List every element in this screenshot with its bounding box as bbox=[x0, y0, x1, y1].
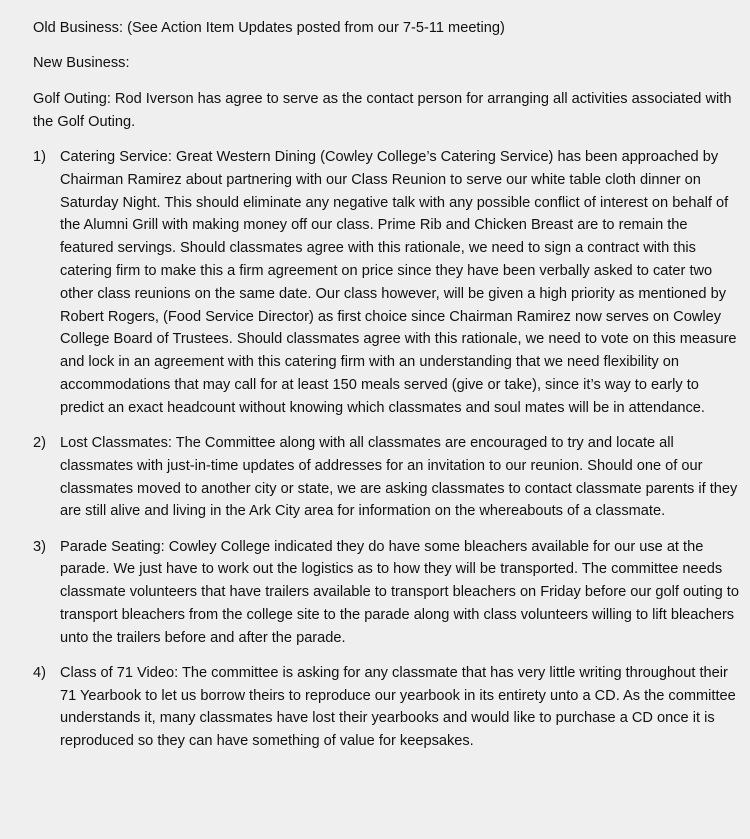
list-item-number: 1) bbox=[33, 148, 46, 165]
list-item-catering-service bbox=[33, 146, 745, 420]
list-item-number: 4) bbox=[33, 664, 46, 681]
list-item-number: 3) bbox=[33, 538, 46, 555]
new-business-items-list bbox=[33, 146, 745, 753]
list-item-parade-seating bbox=[33, 536, 745, 650]
document-page bbox=[33, 17, 745, 765]
new-business-heading: New Business: bbox=[33, 55, 130, 72]
list-item-lost-classmates bbox=[33, 432, 745, 523]
list-item-text: Lost Classmates: The Committee along with all classmates are encouraged to try and locate all classmates with just-in-time updates of addresses for an invitation to our reunion. Should one of our classmates moved to another city or state, we are asking classmates to contact classmate parents if they are still alive and living in the Ark City area for information on the whereabouts of a classmate. bbox=[60, 434, 738, 520]
list-item-class-video bbox=[33, 662, 745, 753]
list-item-text: Parade Seating: Cowley College indicated they do have some bleachers available for our use at the parade. We just have to work out the logistics as to how they will be transported. The committee needs classmate volunteers that have trailers available to transport bleachers on Friday before our golf outing to transport bleachers from the college site to the parade along with class volunteers willing to lift bleachers unto the trailers before and after the parade. bbox=[60, 538, 739, 646]
list-item-number: 2) bbox=[33, 434, 46, 451]
list-item-text: Class of 71 Video: The committee is asking for any classmate that has very little writing throughout their 71 Yearbook to let us borrow theirs to reproduce our yearbook in its entirety unto a CD. As the committee understands it, many classmates have lost their yearbooks and would like to purchase a CD once it is reproduced so they can have something of value for keepsakes. bbox=[60, 664, 736, 750]
golf-outing-paragraph: Golf Outing: Rod Iverson has agree to serve as the contact person for arranging all activities associated with the Golf Outing. bbox=[33, 90, 732, 130]
old-business-paragraph: Old Business: (See Action Item Updates posted from our 7-5-11 meeting) bbox=[33, 20, 505, 36]
list-item-text: Catering Service: Great Western Dining (Cowley College’s Catering Service) has been approached by Chairman Ramirez about partnering with our Class Reunion to serve our white table cloth dinner on Saturday Night. This should eliminate any negative talk with any possible conflict of interest on behalf of the Alumni Grill with making money off our class. Prime Rib and Chicken Breast are to remain the featured servings. Should classmates agree with this rationale, we need to sign a contract with this catering firm to make this a firm agreement on price since they have been verbally asked to cater two other class reunions on the same date. Our class however, will be given a high priority as mentioned by Robert Rogers, (Food Service Director) as first choice since Chairman Ramirez now serves on Cowley College Board of Trustees. Should classmates agree with this rationale, we need to vote on this measure and lock in an agreement with this catering firm with an understanding that we need flexibility on accommodations that may call for at least 150 meals served (give or take), since it’s way to early to predict an exact headcount without knowing which classmates and soul mates will be in attendance. bbox=[60, 148, 737, 416]
